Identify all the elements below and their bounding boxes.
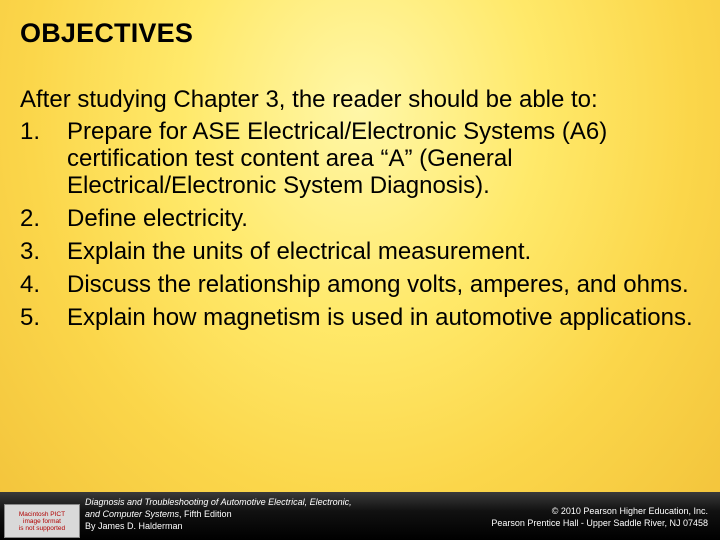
objective-text: Prepare for ASE Electrical/Electronic Systems (A6) certification test content area “A” (General Electrical/Electronic System Diagnosis). bbox=[67, 118, 608, 199]
slide-footer bbox=[0, 492, 720, 540]
objective-item bbox=[20, 238, 710, 265]
objective-number: 5. bbox=[20, 304, 41, 331]
book-author: By James D. Halderman bbox=[85, 521, 183, 531]
objective-text: Explain how magnetism is used in automotive applications. bbox=[67, 304, 693, 331]
book-title: Diagnosis and Troubleshooting of Automotive Electrical, Electronic, and Computer Systems bbox=[85, 497, 352, 519]
objective-text: Define electricity. bbox=[67, 205, 248, 232]
objective-item bbox=[20, 205, 710, 232]
intro-text: After studying Chapter 3, the reader should be able to: bbox=[20, 86, 598, 113]
book-edition: , Fifth Edition bbox=[179, 509, 232, 519]
book-credit bbox=[85, 496, 355, 532]
objective-number: 1. bbox=[20, 118, 41, 145]
objectives-list bbox=[20, 118, 710, 331]
objective-number: 3. bbox=[20, 238, 41, 265]
slide-title: OBJECTIVES bbox=[20, 18, 194, 48]
slide-body bbox=[20, 86, 710, 337]
copyright-line: © 2010 Pearson Higher Education, Inc. bbox=[551, 506, 708, 516]
copyright-notice bbox=[408, 505, 708, 529]
objective-number: 4. bbox=[20, 271, 41, 298]
objective-number: 2. bbox=[20, 205, 41, 232]
objective-item bbox=[20, 118, 710, 199]
publisher-line: Pearson Prentice Hall - Upper Saddle River, NJ 07458 bbox=[491, 518, 708, 528]
objective-item bbox=[20, 304, 710, 331]
objective-item bbox=[20, 271, 710, 298]
unsupported-image-placeholder: Macintosh PICT image format is not supported bbox=[4, 504, 80, 538]
objective-text: Discuss the relationship among volts, amperes, and ohms. bbox=[67, 271, 689, 298]
objective-text: Explain the units of electrical measurement. bbox=[67, 238, 532, 265]
